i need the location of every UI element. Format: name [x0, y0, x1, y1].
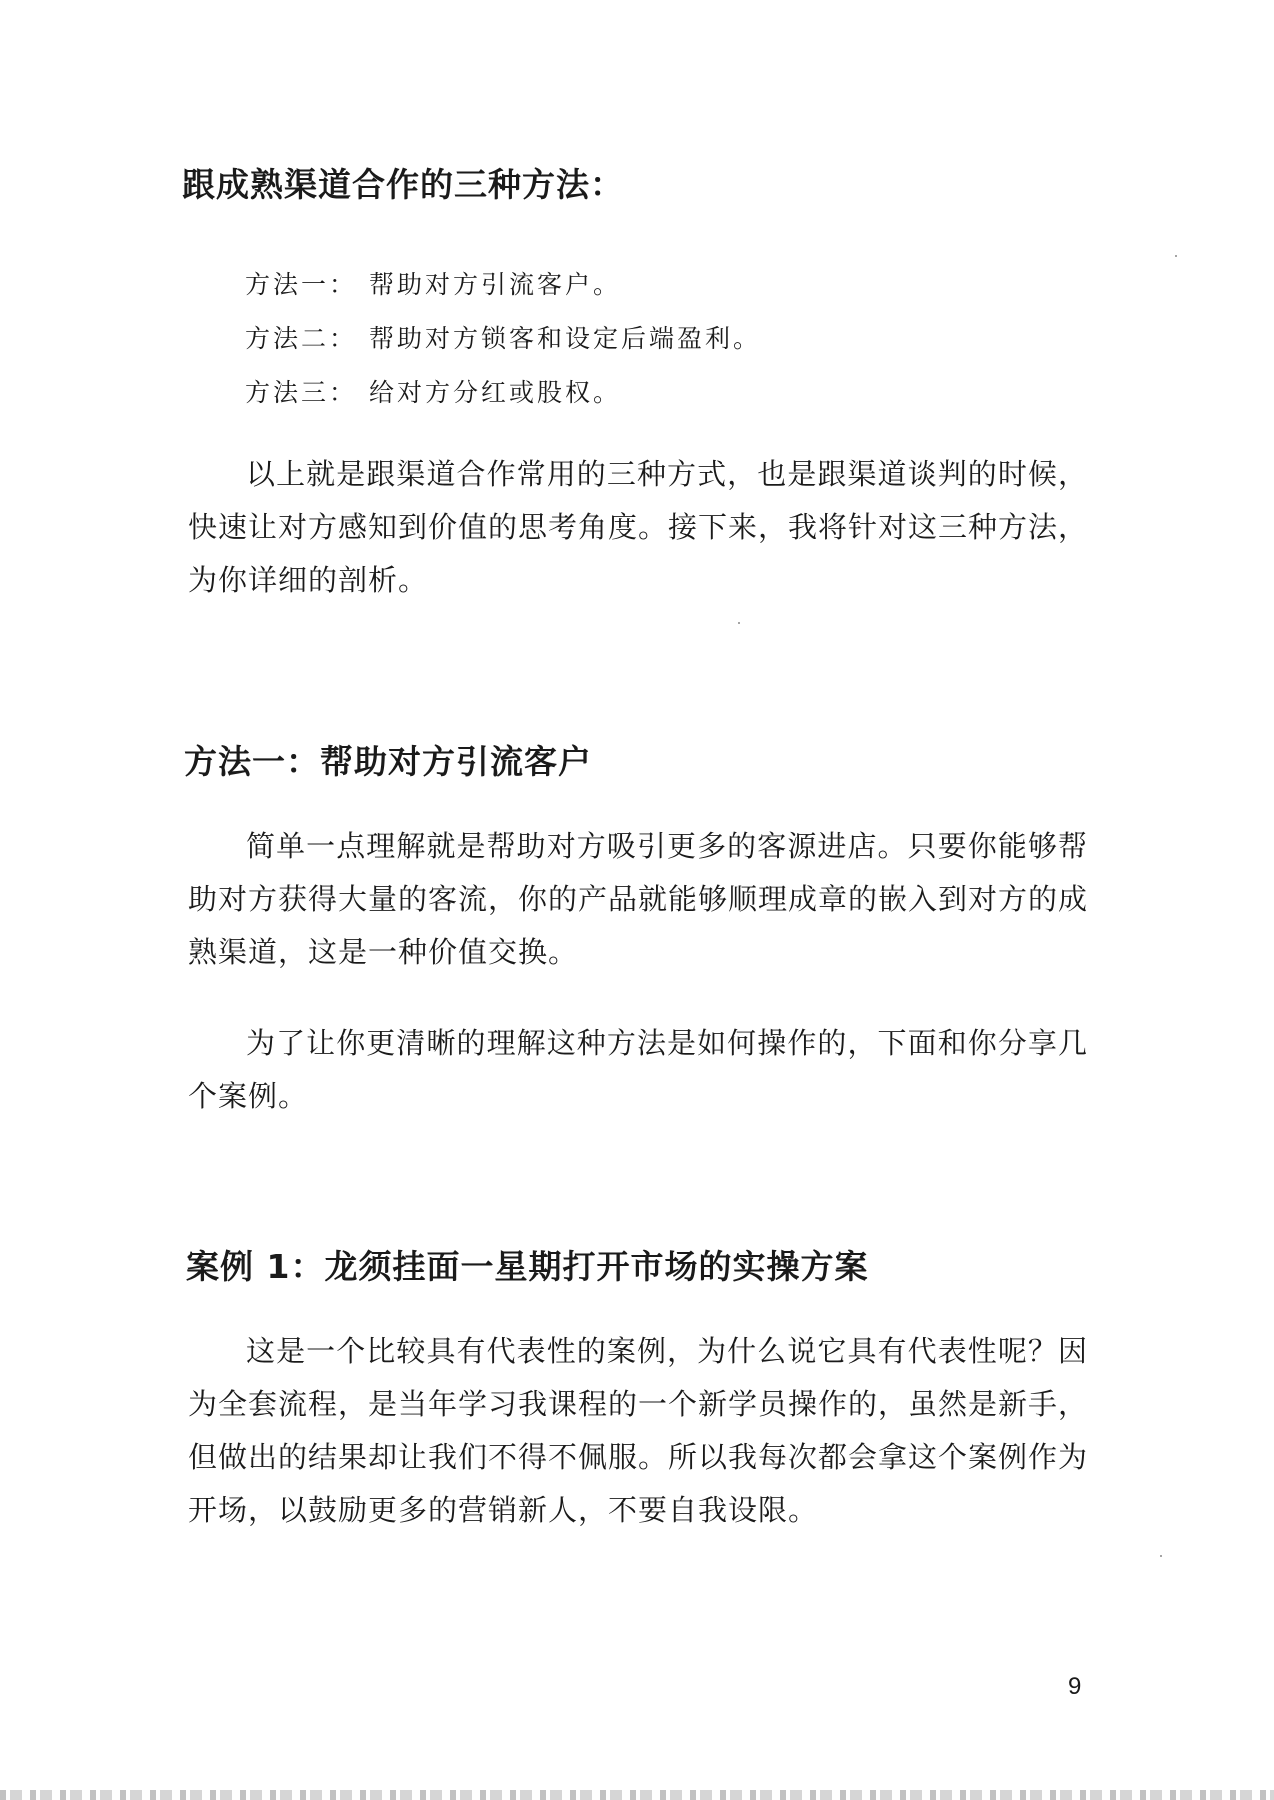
method-text: 帮助对方锁客和设定后端盈利。: [369, 324, 762, 353]
method-label: 方法二：: [245, 324, 358, 353]
method-label: 方法一：: [245, 270, 358, 299]
method-item-3: [245, 366, 761, 420]
method-label: 方法三：: [245, 378, 358, 407]
intro-paragraph: 以上就是跟渠道合作常用的三种方式，也是跟渠道谈判的时候，快速让对方感知到价值的思考角度。接下来，我将针对这三种方法，为你详细的剖析。: [188, 457, 1089, 597]
scan-speck: [1160, 1555, 1162, 1557]
method-one-paragraph-2: 为了让你更清晰的理解这种方法是如何操作的，下面和你分享几个案例。: [188, 1026, 1088, 1113]
method-text: 帮助对方引流客户。: [369, 270, 622, 299]
section-heading-three-methods: 跟成熟渠道合作的三种方法：: [182, 165, 624, 204]
section-heading-case-one: 案例 1：龙须挂面一星期打开市场的实操方案: [186, 1247, 869, 1286]
page-number: 9: [1068, 1673, 1082, 1700]
method-item-2: [245, 312, 761, 366]
method-item-1: [245, 258, 761, 312]
scan-bottom-edge: [0, 1790, 1274, 1800]
method-list: [245, 258, 761, 420]
method-text: 给对方分红或股权。: [369, 378, 622, 407]
method-one-paragraph-1: 简单一点理解就是帮助对方吸引更多的客源进店。只要你能够帮助对方获得大量的客流，你的产品就能够顺理成章的嵌入到对方的成熟渠道，这是一种价值交换。: [188, 829, 1089, 969]
scan-speck: [738, 622, 740, 624]
case-one-paragraph: 这是一个比较具有代表性的案例，为什么说它具有代表性呢？因为全套流程，是当年学习我课程的一个新学员操作的，虽然是新手，但做出的结果却让我们不得不佩服。所以我每次都会拿这个案例作为开场，以鼓励更多的营销新人，不要自我设限。: [188, 1334, 1089, 1527]
scan-speck: [1175, 255, 1177, 257]
section-heading-method-one: 方法一：帮助对方引流客户: [184, 742, 592, 781]
